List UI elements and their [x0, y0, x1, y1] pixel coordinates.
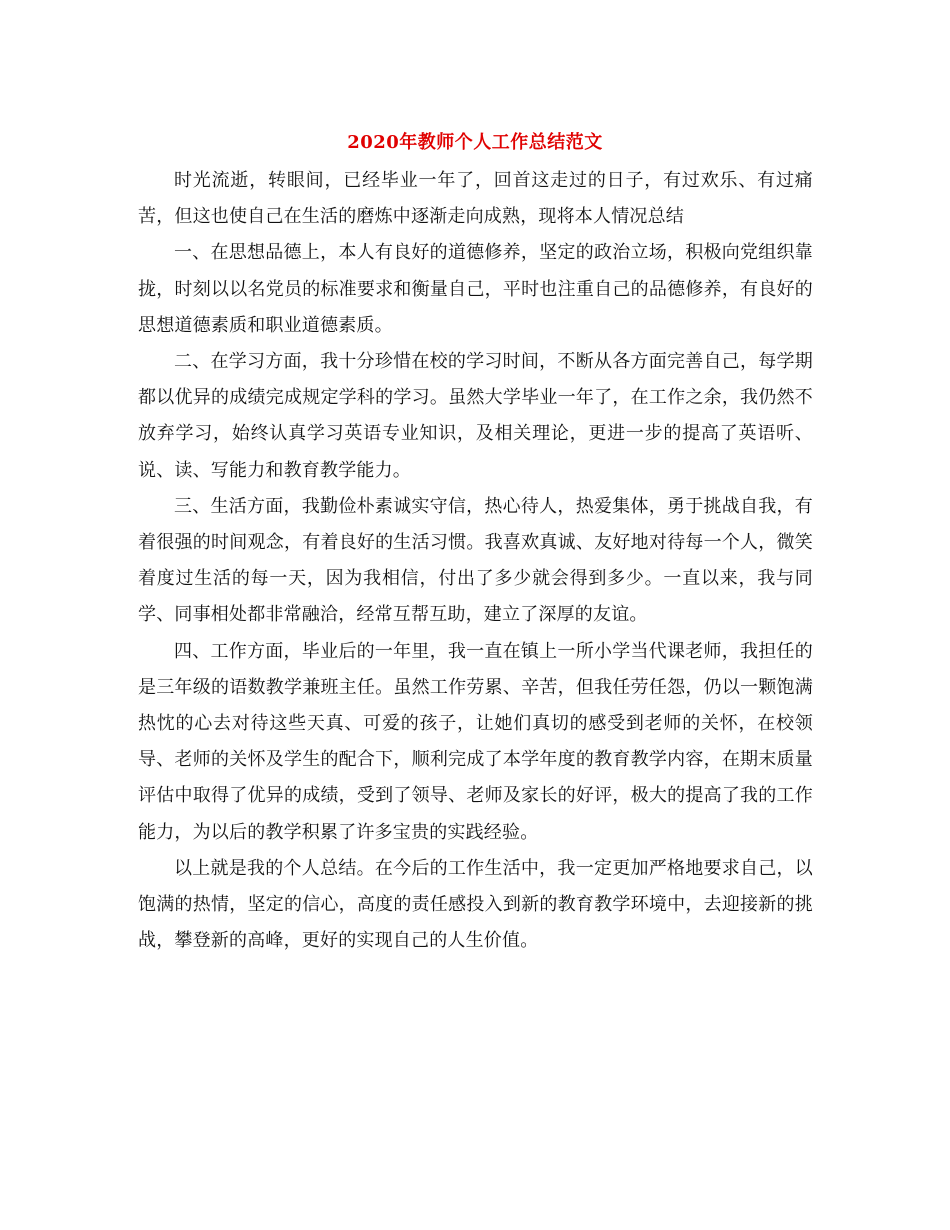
paragraph-intro: 时光流逝，转眼间，已经毕业一年了，回首这走过的日子，有过欢乐、有过痛苦，但这也使自己在生活的磨炼中逐渐走向成熟，现将本人情况总结	[138, 170, 813, 228]
paragraph-life: 三、生活方面，我勤俭朴素诚实守信，热心待人，热爱集体，勇于挑战自我，有着很强的时间观念，有着良好的生活习惯。我喜欢真诚、友好地对待每一个人，微笑着度过生活的每一天，因为我相信，付出了多少就会得到多少。一直以来，我与同学、同事相处都非常融洽，经常互帮互助，建立了深厚的友谊。	[138, 495, 813, 626]
document-title: 2020年教师个人工作总结范文	[347, 132, 603, 153]
document-body	[138, 163, 813, 959]
paragraph-conclusion: 以上就是我的个人总结。在今后的工作生活中，我一定更加严格地要求自己，以饱满的热情，坚定的信心，高度的责任感投入到新的教育教学环境中，去迎接新的挑战，攀登新的高峰，更好的实现自己的人生价值。	[138, 857, 813, 952]
paragraph-study: 二、在学习方面，我十分珍惜在校的学习时间，不断从各方面完善自己，每学期都以优异的成绩完成规定学科的学习。虽然大学毕业一年了，在工作之余，我仍然不放弃学习，始终认真学习英语专业知识，及相关理论，更进一步的提高了英语听、说、读、写能力和教育教学能力。	[138, 351, 813, 481]
paragraph-moral-character: 一、在思想品德上，本人有良好的道德修养，坚定的政治立场，积极向党组织靠拢，时刻以以名党员的标准要求和衡量自己，平时也注重自己的品德修养，有良好的思想道德素质和职业道德素质。	[138, 242, 813, 336]
paragraph-work: 四、工作方面，毕业后的一年里，我一直在镇上一所小学当代课老师，我担任的是三年级的语数教学兼班主任。虽然工作劳累、辛苦，但我任劳任怨，仍以一颗饱满热忱的心去对待这些天真、可爱的孩子，让她们真切的感受到老师的关怀，在校领导、老师的关怀及学生的配合下，顺利完成了本学年度的教育教学内容，在期末质量评估中取得了优异的成绩，受到了领导、老师及家长的好评，极大的提高了我的工作能力，为以后的教学积累了许多宝贵的实践经验。	[138, 640, 813, 843]
